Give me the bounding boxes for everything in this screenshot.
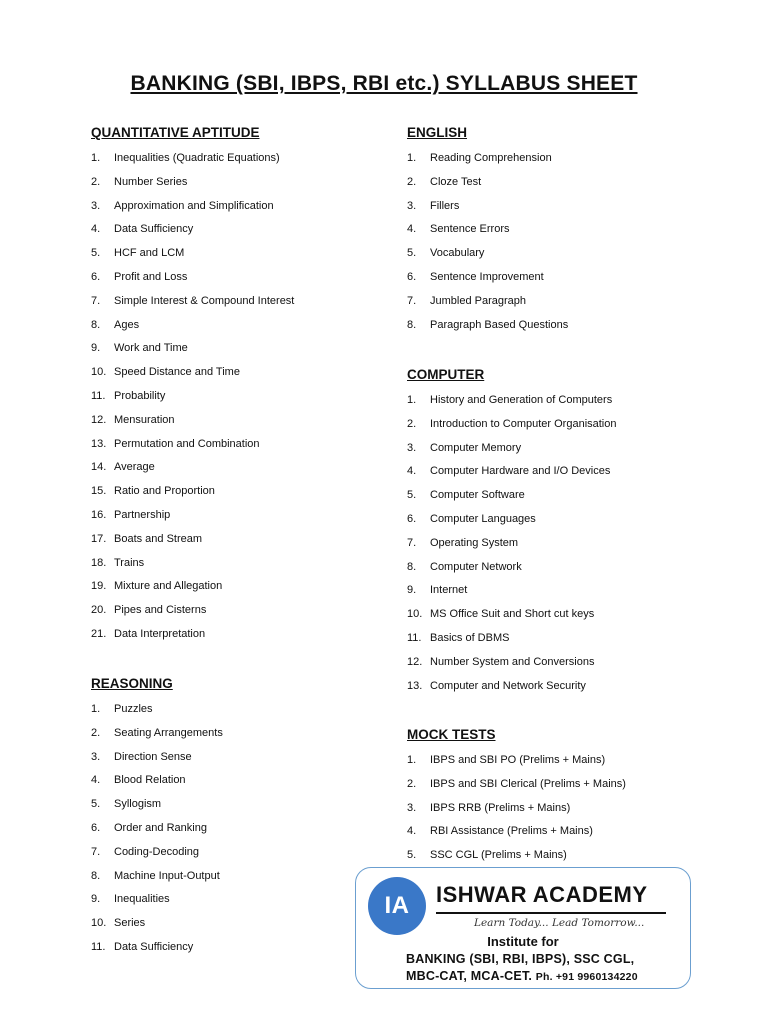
list-item-number: 7.	[91, 294, 101, 307]
list-item-text: Syllogism	[114, 798, 162, 811]
list-item	[407, 195, 707, 219]
list-item-number: 15.	[91, 485, 107, 498]
academy-phone: Ph. +91 9960134220	[535, 971, 638, 983]
list-item	[91, 171, 381, 195]
list-item	[91, 218, 381, 242]
list-item-number: 4.	[91, 774, 101, 787]
list-item-text: IBPS and SBI PO (Prelims + Mains)	[430, 754, 606, 766]
list-item-text: IBPS RRB (Prelims + Mains)	[430, 801, 571, 814]
academy-courses-line2	[406, 969, 638, 983]
list-item	[91, 817, 381, 841]
list-item-number: 2.	[407, 417, 417, 430]
academy-divider	[436, 912, 666, 914]
list-item-text: Machine Input-Output	[114, 869, 220, 882]
list-item-text: Trains	[114, 556, 145, 569]
list-item-text: RBI Assistance (Prelims + Mains)	[430, 825, 593, 838]
list-item-text: Inequalities	[114, 893, 170, 906]
list-item-text: Number System and Conversions	[430, 655, 595, 668]
list-item-number: 8.	[407, 560, 417, 573]
list-item	[407, 844, 707, 868]
list-item	[407, 314, 707, 338]
list-item	[407, 603, 707, 627]
academy-name: ISHWAR ACADEMY	[436, 882, 648, 907]
list-item	[407, 242, 707, 266]
list-item-text: Work and Time	[114, 342, 188, 355]
list-item-text: Ages	[114, 318, 140, 331]
list-item-text: Puzzles	[114, 703, 153, 715]
list-item-number: 9.	[91, 893, 101, 906]
list-item-text: Data Sufficiency	[114, 223, 194, 236]
list-item-text: Internet	[430, 584, 468, 597]
list-item-number: 16.	[91, 508, 107, 521]
list-item	[91, 528, 381, 552]
list-item	[91, 504, 381, 528]
list-item	[91, 552, 381, 576]
list-item-number: 3.	[407, 199, 417, 212]
list-item-text: Computer and Network Security	[430, 679, 586, 692]
list-item-text: Permutation and Combination	[114, 437, 260, 450]
academy-tagline: Learn Today... Lead Tomorrow...	[474, 917, 645, 929]
academy-courses-line2-text: MBC-CAT, MCA-CET.	[406, 969, 533, 983]
list-item	[91, 936, 381, 960]
list-item	[91, 290, 381, 314]
list-item-text: Computer Languages	[430, 512, 536, 525]
list-item-number: 3.	[91, 750, 101, 763]
list-item	[407, 532, 707, 556]
list-item	[91, 195, 381, 219]
list-item-number: 21.	[91, 627, 107, 640]
list-item	[407, 508, 707, 532]
list-item	[407, 627, 707, 651]
list-item	[407, 797, 707, 821]
list-item-text: Profit and Loss	[114, 270, 188, 283]
list-item-number: 18.	[91, 556, 107, 569]
list-item	[407, 773, 707, 797]
list-item-number: 6.	[91, 821, 101, 834]
list-item-number: 5.	[91, 247, 101, 260]
list-item-number: 4.	[407, 223, 417, 236]
list-item-text: Approximation and Simplification	[114, 199, 274, 212]
list-item-text: Boats and Stream	[114, 532, 203, 545]
list-item-text: History and Generation of Computers	[430, 394, 613, 406]
list-item-number: 9.	[91, 342, 101, 355]
list-item	[91, 865, 381, 889]
list-item	[91, 266, 381, 290]
list-item-number: 6.	[91, 270, 101, 283]
academy-logo: IA	[368, 877, 426, 935]
list-item-text: Simple Interest & Compound Interest	[114, 294, 295, 307]
list-item-text: Ratio and Proportion	[114, 485, 215, 498]
list-item	[91, 480, 381, 504]
list-item-number: 5.	[91, 798, 101, 811]
list-item-number: 1.	[91, 703, 101, 715]
list-item	[91, 242, 381, 266]
list-item-text: Operating System	[430, 536, 519, 549]
list-item-number: 7.	[91, 845, 101, 858]
list-item-number: 13.	[407, 679, 423, 692]
list-item-text: Coding-Decoding	[114, 845, 199, 858]
list-item-number: 10.	[91, 917, 107, 930]
list-item	[407, 147, 707, 171]
list-item-text: Series	[114, 917, 146, 930]
list-item-number: 12.	[91, 413, 107, 426]
list-item	[91, 337, 381, 361]
list-item-number: 12.	[407, 655, 423, 668]
list-item-text: Number Series	[114, 175, 188, 188]
list-item-number: 8.	[91, 318, 101, 331]
list-item-number: 13.	[91, 437, 107, 450]
list-item	[91, 698, 381, 722]
list-item-number: 5.	[407, 489, 417, 502]
list-item-number: 6.	[407, 512, 417, 525]
quant-list	[91, 147, 381, 647]
academy-institute-label: Institute for	[487, 934, 559, 949]
list-item-text: Paragraph Based Questions	[430, 318, 569, 331]
list-item	[91, 769, 381, 793]
list-item-text: Seating Arrangements	[114, 726, 223, 739]
list-item	[407, 749, 707, 773]
list-item	[407, 290, 707, 314]
list-item-number: 2.	[407, 175, 417, 188]
list-item-text: Order and Ranking	[114, 821, 207, 834]
list-item-number: 6.	[407, 270, 417, 283]
list-item	[407, 413, 707, 437]
list-item	[407, 389, 707, 413]
list-item-number: 4.	[407, 825, 417, 838]
list-item	[407, 675, 707, 699]
list-item	[91, 433, 381, 457]
list-item-number: 5.	[407, 849, 417, 862]
list-item	[91, 888, 381, 912]
list-item-number: 20.	[91, 604, 107, 617]
list-item-number: 4.	[91, 223, 101, 236]
list-item-number: 2.	[407, 777, 417, 790]
list-item	[407, 266, 707, 290]
list-item	[91, 912, 381, 936]
list-item	[91, 793, 381, 817]
list-item-text: Vocabulary	[430, 247, 485, 260]
list-item-number: 1.	[407, 152, 417, 164]
list-item-number: 9.	[407, 584, 417, 597]
list-item	[91, 361, 381, 385]
list-item	[91, 841, 381, 865]
list-item-number: 3.	[91, 199, 101, 212]
list-item-text: Mixture and Allegation	[114, 580, 223, 593]
list-item-text: Computer Hardware and I/O Devices	[430, 465, 611, 478]
list-item-text: Blood Relation	[114, 774, 186, 787]
list-item	[407, 460, 707, 484]
list-item-number: 8.	[407, 318, 417, 331]
list-item-text: MS Office Suit and Short cut keys	[430, 608, 595, 621]
list-item	[407, 579, 707, 603]
english-heading: ENGLISH	[407, 125, 468, 140]
list-item	[91, 314, 381, 338]
list-item-number: 5.	[407, 247, 417, 260]
academy-ad-box	[355, 867, 691, 989]
list-item-number: 1.	[407, 394, 417, 406]
list-item-number: 3.	[407, 801, 417, 814]
list-item	[91, 409, 381, 433]
quant-heading: QUANTITATIVE APTITUDE	[91, 125, 260, 140]
list-item-text: Mensuration	[114, 413, 175, 426]
list-item	[407, 437, 707, 461]
list-item-text: Jumbled Paragraph	[430, 294, 527, 307]
list-item	[91, 456, 381, 480]
computer-list	[407, 389, 707, 698]
list-item-text: Fillers	[430, 199, 460, 212]
reasoning-list	[91, 698, 381, 960]
list-item	[407, 484, 707, 508]
list-item-number: 11.	[407, 631, 422, 644]
list-item-text: Inequalities (Quadratic Equations)	[114, 152, 280, 164]
list-item-number: 7.	[407, 294, 417, 307]
list-item	[91, 623, 381, 647]
list-item-number: 11.	[91, 940, 106, 953]
list-item-text: Cloze Test	[430, 175, 482, 188]
list-item	[407, 171, 707, 195]
list-item-text: IBPS and SBI Clerical (Prelims + Mains)	[430, 777, 626, 790]
list-item-text: Data Sufficiency	[114, 940, 194, 953]
list-item-number: 17.	[91, 532, 107, 545]
mock-heading: MOCK TESTS	[407, 727, 496, 742]
list-item	[407, 820, 707, 844]
list-item-number: 1.	[407, 754, 417, 766]
list-item	[407, 218, 707, 242]
list-item	[91, 722, 381, 746]
list-item-number: 10.	[91, 366, 107, 379]
list-item	[407, 651, 707, 675]
list-item-text: Average	[114, 461, 155, 474]
list-item-text: Sentence Errors	[430, 223, 510, 236]
academy-courses-line1: BANKING (SBI, RBI, IBPS), SSC CGL,	[406, 952, 635, 966]
computer-heading: COMPUTER	[407, 367, 485, 382]
list-item-number: 1.	[91, 152, 101, 164]
list-item-text: Probability	[114, 389, 166, 402]
list-item-text: Speed Distance and Time	[114, 366, 240, 379]
list-item-text: HCF and LCM	[114, 247, 185, 260]
list-item-number: 14.	[91, 461, 107, 474]
list-item-text: Computer Network	[430, 560, 522, 573]
list-item	[91, 599, 381, 623]
list-item-number: 10.	[407, 608, 423, 621]
list-item-text: SSC CGL (Prelims + Mains)	[430, 849, 567, 862]
list-item-number: 11.	[91, 389, 106, 402]
list-item-text: Direction Sense	[114, 750, 192, 763]
list-item-text: Reading Comprehension	[430, 152, 552, 164]
list-item-text: Pipes and Cisterns	[114, 604, 207, 617]
list-item-number: 19.	[91, 580, 107, 593]
list-item-text: Computer Software	[430, 489, 525, 502]
list-item-number: 8.	[91, 869, 101, 882]
list-item-number: 4.	[407, 465, 417, 478]
list-item-number: 2.	[91, 175, 101, 188]
list-item-text: Introduction to Computer Organisation	[430, 417, 617, 430]
list-item-text: Partnership	[114, 508, 171, 521]
list-item	[91, 575, 381, 599]
list-item	[407, 556, 707, 580]
page-title: BANKING (SBI, IBPS, RBI etc.) SYLLABUS SHEET	[130, 72, 638, 95]
list-item-number: 7.	[407, 536, 417, 549]
list-item-text: Sentence Improvement	[430, 270, 544, 283]
list-item-text: Basics of DBMS	[430, 631, 510, 644]
list-item-text: Computer Memory	[430, 441, 522, 454]
list-item-text: Data Interpretation	[114, 627, 206, 640]
list-item	[91, 147, 381, 171]
mock-list	[407, 749, 707, 868]
english-list	[407, 147, 707, 337]
list-item-number: 2.	[91, 726, 101, 739]
list-item-number: 3.	[407, 441, 417, 454]
list-item	[91, 385, 381, 409]
reasoning-heading: REASONING	[91, 676, 173, 691]
list-item	[91, 746, 381, 770]
